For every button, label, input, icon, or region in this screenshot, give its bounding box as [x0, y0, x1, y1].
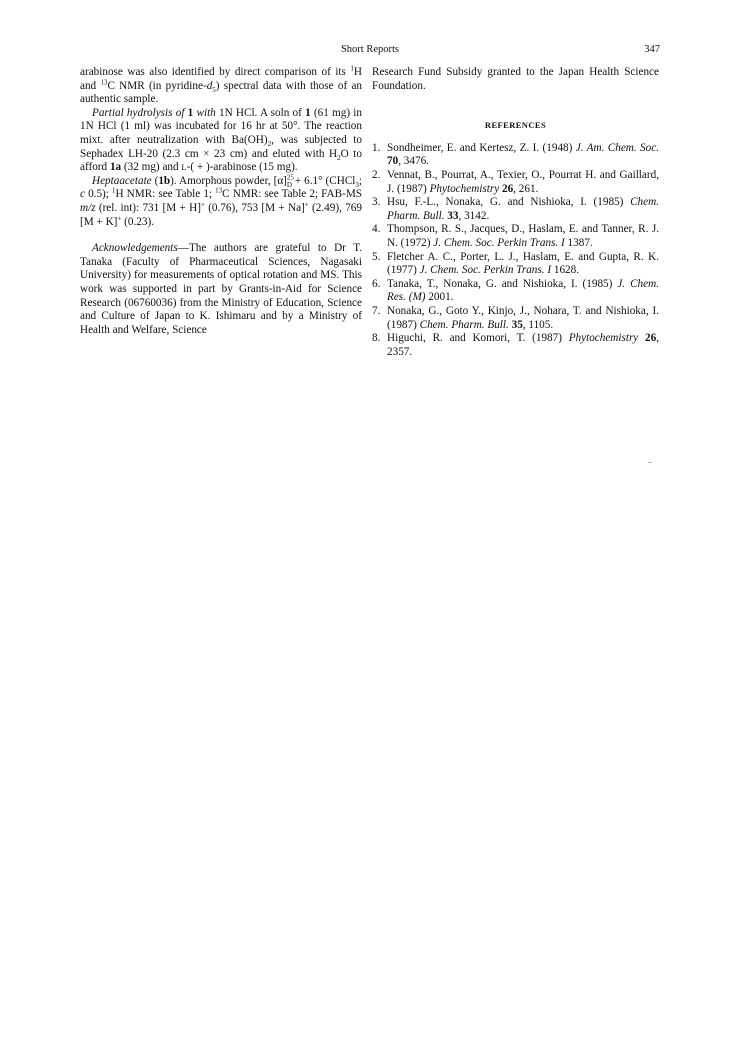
paragraph-arabinose-identification: arabinose was also identified by direct comparison of its $^1$H and $^{13}$C NMR (in pyridine-$d_5$) spectral data with those of an authentic sample. — [80, 64, 363, 106]
page-header — [80, 44, 660, 60]
reference-pages: , 261. — [513, 182, 539, 195]
reference-authors: Vennat, B., Pourrat, A., Texier, O., Pourrat H. and Gaillard, J. (1987) — [387, 168, 659, 195]
reference-authors: Hsu, F.-L., Nonaka, G. and Nishioka, I. (1985) — [387, 196, 631, 209]
reference-number: 3. — [372, 196, 381, 209]
reference-authors: Sondheimer, E. and Kertesz, Z. I. (1948) — [387, 141, 576, 154]
reference-pages: 1387. — [564, 236, 593, 249]
references-heading: REFERENCES — [484, 120, 547, 131]
reference-item — [372, 169, 659, 196]
reference-journal: J. Chem. Soc. Perkin Trans. I — [433, 236, 565, 249]
paragraph-acknowledgements: Acknowledgements—The authors are grateful to Dr T. Tanaka (Faculty of Pharmaceutical Sciences, Nagasaki University) for measurements of optical rotation and MS. This work was supported in part by Grants-in-Aid for Science Research (06760036) from the Ministry of Education, Science and Culture of Japan to K. Ishimaru and by a Ministry of Health and Welfare, Science — [80, 242, 362, 336]
reference-item — [372, 223, 659, 250]
page-mark — [648, 462, 652, 463]
reference-item — [372, 196, 659, 223]
reference-journal: J. Chem. Soc. Perkin Trans. I — [419, 264, 552, 277]
reference-number: 4. — [372, 223, 381, 236]
reference-pages: , 2357. — [387, 332, 659, 358]
reference-pages: , 1105. — [522, 318, 554, 331]
reference-journal: J. Am. Chem. Soc. — [575, 141, 659, 154]
reference-list — [372, 142, 659, 360]
reference-volume: 26 — [638, 332, 657, 345]
page-number: 347 — [644, 44, 660, 55]
reference-item — [372, 305, 659, 332]
running-head: Short Reports — [340, 44, 400, 55]
reference-volume: 70 — [387, 155, 399, 168]
reference-authors: Thompson, R. S., Jacques, D., Haslam, E. and Tanner, R. J. N. (1972) — [387, 223, 659, 249]
reference-number: 1. — [372, 141, 381, 154]
reference-volume: 35 — [508, 318, 523, 331]
paragraph-heptaacetate: Heptaacetate (1b). Amorphous powder, $[\alpha]^{25}_D + 6.1^\circ$ (CHCl$_3$; c 0.5); $^1$H NMR: see Table 1; $^{13}$C NMR: see Table 2; FAB-MS m/z (rel. int): 731 [M + H]+ (0.76), 753 [M + Na]+ (2.49), 769 [M + K]+ (0.23). — [80, 173, 363, 228]
reference-number: 5. — [372, 250, 381, 263]
reference-volume: 33 — [444, 209, 459, 222]
reference-authors: Tanaka, T., Nonaka, G. and Nishioka, I. (1985) — [387, 277, 618, 290]
left-column — [80, 66, 362, 337]
reference-journal: Phytochemistry — [429, 182, 500, 195]
reference-pages: 1628. — [551, 264, 580, 277]
reference-pages: , 3142. — [458, 209, 490, 222]
reference-authors: Higuchi, R. and Komori, T. (1987) — [387, 332, 569, 345]
right-column — [372, 66, 659, 359]
reference-journal: Chem. Pharm. Bull. — [387, 196, 659, 222]
paragraph-partial-hydrolysis: Partial hydrolysis of 1 with 1N HCl. A soln of 1 (61 mg) in 1N HCl (1 ml) was incubated for 16 hr at 50°. The reaction mixt. after neutralization with $Ba(OH)_2$, was subjected to Sephadex LH-20 (2.3 cm × 23 cm) and eluted with $H_2O$ to afford 1a (32 mg) and L-( + )-arabinose (15 mg). — [80, 106, 363, 174]
reference-volume: 26 — [499, 182, 514, 195]
reference-authors: Fletcher A. C., Porter, L. J., Haslam, E. and Gupta, R. K. (1977) — [387, 250, 659, 277]
reference-journal: J. Chem. Res. (M) — [387, 277, 659, 304]
reference-number: 2. — [372, 168, 381, 181]
reference-item — [372, 251, 659, 278]
reference-authors: Nonaka, G., Goto Y., Kinjo, J., Nohara, T. and Nishioka, I. (1987) — [387, 304, 659, 331]
acknowledgements-continuation: Research Fund Subsidy granted to the Japan Health Science Foundation. — [372, 66, 659, 92]
reference-pages: 2001. — [425, 291, 454, 304]
reference-pages: , 3476. — [398, 155, 429, 168]
reference-item — [372, 278, 659, 305]
reference-number: 7. — [372, 304, 381, 317]
reference-journal: Phytochemistry — [568, 332, 639, 345]
reference-item — [372, 332, 659, 359]
reference-number: 6. — [372, 277, 381, 290]
reference-number: 8. — [372, 332, 381, 345]
reference-item — [372, 142, 659, 169]
reference-journal: Chem. Pharm. Bull. — [419, 318, 509, 331]
